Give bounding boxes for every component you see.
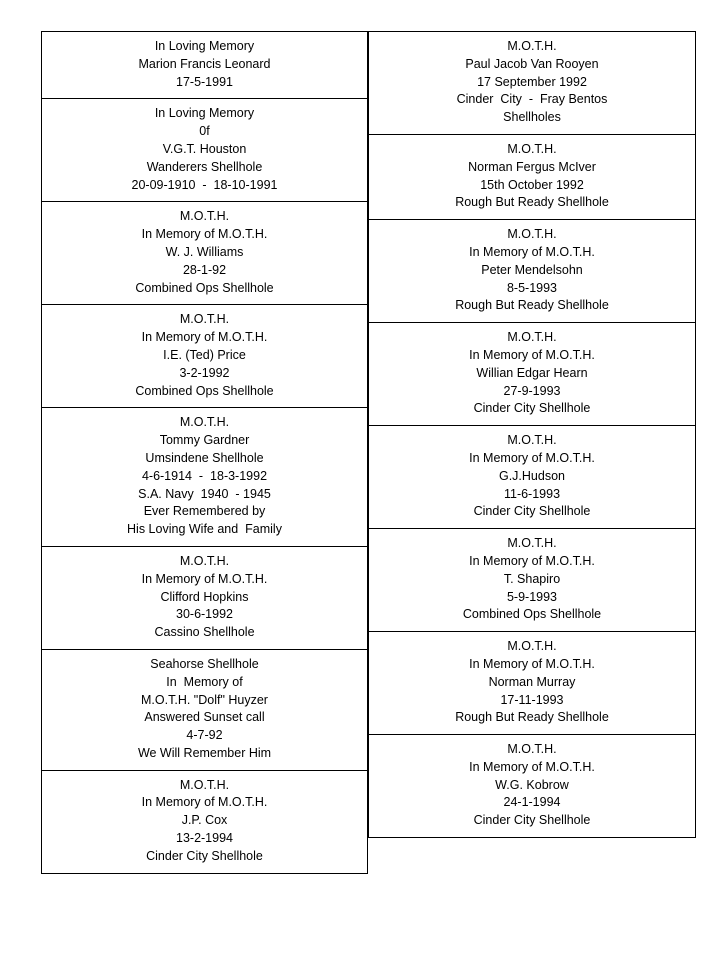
memorial-entry	[368, 219, 696, 323]
memorial-entry-line: J.P. Cox	[181, 813, 228, 828]
memorial-entry	[368, 425, 696, 529]
memorial-entry-line: 3-2-1992	[179, 365, 230, 380]
memorial-entry-line: In Memory of M.O.T.H.	[469, 656, 595, 671]
memorial-entry-line: In Memory of M.O.T.H.	[141, 795, 268, 810]
memorial-entry	[368, 134, 696, 220]
memorial-entry	[41, 31, 368, 99]
memorial-entry-line: M.O.T.H.	[507, 39, 557, 53]
memorial-entry-line: Willian Edgar Hearn	[476, 365, 588, 380]
memorial-entry	[41, 98, 368, 202]
memorial-entry-line: 28-1-92	[182, 262, 227, 277]
memorial-entry-line: In Memory of M.O.T.H.	[469, 759, 595, 774]
memorial-grid	[41, 31, 696, 874]
memorial-entry-line: W. J. Williams	[165, 244, 244, 259]
memorial-entry-line: M.O.T.H.	[507, 330, 557, 345]
memorial-entry-line: Rough But Ready Shellhole	[455, 195, 609, 210]
memorial-entry-line: Ever Remembered by	[143, 504, 266, 519]
memorial-entry-line: Norman Fergus McIver	[468, 159, 596, 174]
memorial-entry	[368, 322, 696, 426]
memorial-entry-line: Paul Jacob Van Rooyen	[465, 56, 599, 71]
memorial-entry-line: Cinder City Shellhole	[146, 848, 263, 863]
memorial-entry-line: M.O.T.H.	[179, 312, 230, 327]
memorial-entry-line: 17-11-1993	[500, 692, 564, 707]
memorial-entry-line: 4-6-1914 - 18-3-1992	[141, 468, 268, 483]
memorial-entry-line: Peter Mendelsohn	[481, 262, 583, 277]
memorial-entry-line: 20-09-1910 - 18-10-1991	[131, 177, 278, 192]
memorial-entry-line: 17-5-1991	[176, 74, 233, 89]
memorial-entry-line: In Memory of M.O.T.H.	[469, 244, 595, 259]
memorial-entry-line: In Memory of M.O.T.H.	[141, 227, 268, 242]
memorial-entry-line: M.O.T.H.	[179, 209, 230, 224]
memorial-entry-line: Shellholes	[503, 110, 561, 125]
memorial-entry-line: M.O.T.H. "Dolf" Huyzer	[141, 692, 268, 707]
memorial-entry-line: Answered Sunset call	[144, 710, 265, 725]
memorial-entry-line: M.O.T.H.	[507, 433, 557, 448]
memorial-entry-line: M.O.T.H.	[507, 639, 557, 654]
memorial-entry	[41, 546, 368, 650]
memorial-entry-line: 27-9-1993	[503, 383, 561, 398]
memorial-entry-line: 4-7-92	[186, 728, 223, 743]
memorial-entry-line: 30-6-1992	[176, 607, 233, 622]
memorial-entry-line: In Memory of	[166, 674, 243, 689]
memorial-entry-line: In Memory of M.O.T.H.	[469, 553, 595, 568]
memorial-entry-line: S.A. Navy 1940 - 1945	[138, 486, 271, 501]
memorial-entry-line: Combined Ops Shellhole	[462, 607, 602, 622]
memorial-entry-line: His Loving Wife and Family	[127, 522, 282, 537]
memorial-entry	[368, 631, 696, 735]
memorial-entry-line: G.J.Hudson	[498, 468, 565, 483]
memorial-entry-line: In Memory of M.O.T.H.	[469, 347, 595, 362]
memorial-entry	[41, 407, 368, 547]
memorial-entry-line: 0f	[199, 124, 210, 139]
memorial-entry-line: T. Shapiro	[503, 571, 561, 586]
memorial-column-right	[368, 31, 696, 838]
memorial-entry-line: In Memory of M.O.T.H.	[141, 571, 268, 586]
memorial-column-left	[41, 31, 368, 874]
memorial-entry-line: Tommy Gardner	[159, 433, 250, 448]
memorial-entry-line: 17 September 1992	[477, 74, 587, 89]
memorial-entry-line: Cinder City Shellhole	[473, 401, 591, 416]
memorial-entry-line: V.G.T. Houston	[162, 141, 247, 156]
memorial-entry-line: M.O.T.H.	[179, 415, 230, 430]
memorial-entry-line: M.O.T.H.	[507, 141, 557, 156]
memorial-entry-line: Rough But Ready Shellhole	[455, 298, 609, 313]
memorial-entry-line: 11-6-1993	[503, 486, 561, 501]
memorial-entry-line: Norman Murray	[488, 674, 576, 689]
memorial-entry-line: In Loving Memory	[154, 106, 255, 121]
memorial-entry-line: In Memory of M.O.T.H.	[141, 330, 268, 345]
memorial-entry-line: Rough But Ready Shellhole	[455, 710, 609, 725]
memorial-entry	[368, 734, 696, 838]
memorial-entry-line: Cinder City Shellhole	[473, 504, 591, 519]
memorial-entry-line: 13-2-1994	[176, 831, 233, 846]
memorial-entry-line: 5-9-1993	[506, 589, 558, 604]
memorial-entry-line: In Memory of M.O.T.H.	[469, 450, 595, 465]
memorial-entry-line: Combined Ops Shellhole	[135, 280, 274, 295]
memorial-entry-line: In Loving Memory	[154, 39, 255, 53]
memorial-entry	[41, 649, 368, 771]
memorial-entry-line: M.O.T.H.	[507, 742, 557, 757]
memorial-entry-line: M.O.T.H.	[179, 777, 230, 792]
memorial-entry-line: Wanderers Shellhole	[146, 159, 263, 174]
memorial-entry-line: Cassino Shellhole	[154, 625, 255, 640]
memorial-entry-line: Combined Ops Shellhole	[135, 383, 274, 398]
memorial-entry	[368, 528, 696, 632]
memorial-entry-line: Seahorse Shellhole	[150, 656, 259, 671]
memorial-entry-line: Clifford Hopkins	[160, 589, 249, 604]
memorial-entry-line: I.E. (Ted) Price	[163, 347, 246, 362]
memorial-entry-line: Cinder City Shellhole	[473, 813, 591, 828]
memorial-entry-line: W.G. Kobrow	[495, 777, 569, 792]
memorial-entry-line: Marion Francis Leonard	[138, 56, 271, 71]
memorial-entry	[368, 31, 696, 135]
memorial-entry-line: M.O.T.H.	[507, 536, 557, 551]
memorial-entry	[41, 770, 368, 874]
memorial-entry-line: M.O.T.H.	[507, 227, 557, 242]
memorial-entry-line: 24-1-1994	[503, 795, 561, 810]
memorial-entry	[41, 201, 368, 305]
memorial-entry-line: Umsindene Shellhole	[145, 450, 264, 465]
memorial-entry-line: We Will Remember Him	[137, 745, 272, 760]
memorial-entry-line: M.O.T.H.	[179, 553, 230, 568]
memorial-entry	[41, 304, 368, 408]
memorial-entry-line: 8-5-1993	[506, 280, 558, 295]
memorial-entry-line: 15th October 1992	[480, 177, 584, 192]
memorial-entry-line: Cinder City - Fray Bentos	[456, 92, 608, 107]
